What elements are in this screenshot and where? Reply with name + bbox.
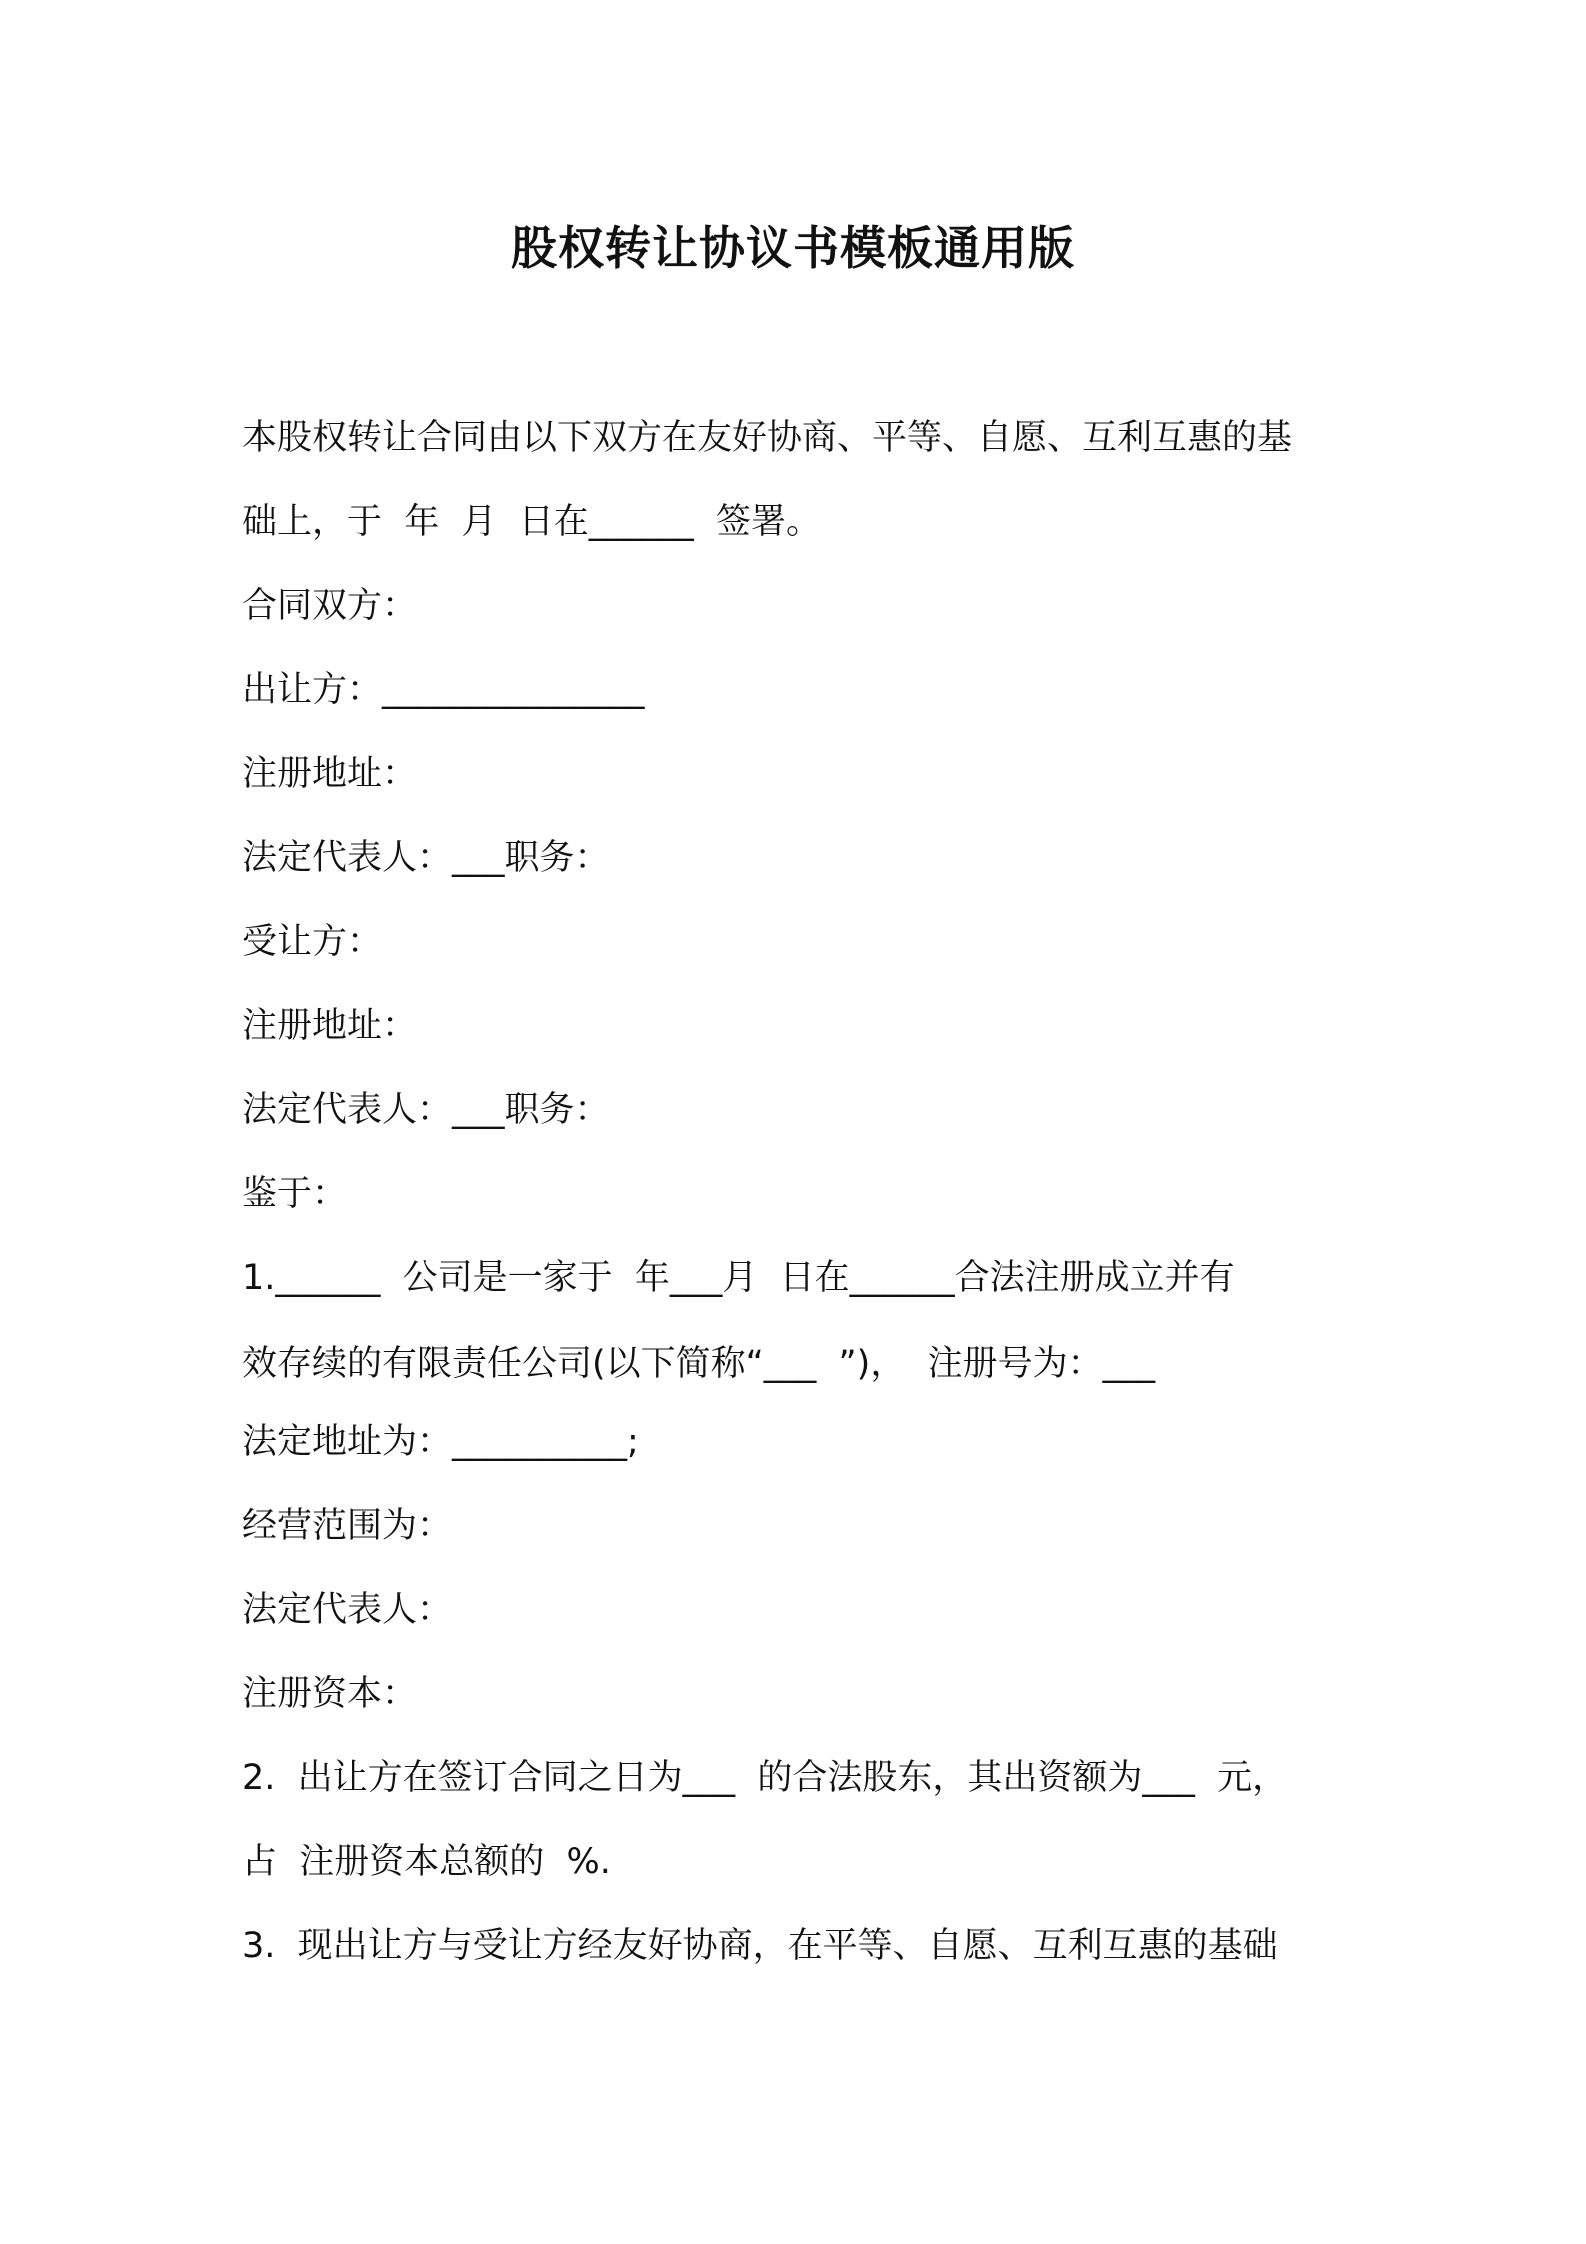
document-title: 股权转让协议书模板通用版 — [511, 221, 1075, 275]
registered-capital-field: 注册资本： — [242, 1674, 418, 1714]
parties-heading: 合同双方： — [242, 586, 418, 626]
preamble-line-2: 础上，于 年 月 日在______ 签署。 — [242, 502, 822, 542]
transferor-representative-field: 法定代表人：___职务： — [242, 838, 610, 878]
transferee-representative-field: 法定代表人：___职务： — [242, 1090, 610, 1130]
clause-1-line-1: 1.______ 公司是一家于 年___月 日在______合法注册成立并有 — [242, 1258, 1235, 1298]
legal-address-field: 法定地址为：__________; — [242, 1422, 639, 1462]
clause-1-line-2: 效存续的有限责任公司(以下简称“___ ”)， 注册号为：___ — [242, 1344, 1156, 1384]
transferor-address-field: 注册地址： — [242, 754, 418, 794]
transferee-field: 受让方： — [242, 922, 383, 962]
whereas-heading: 鉴于： — [242, 1174, 348, 1214]
transferor-field: 出让方：_______________ — [242, 670, 645, 710]
preamble-line-1: 本股权转让合同由以下双方在友好协商、平等、自愿、互利互惠的基 — [242, 418, 1293, 458]
business-scope-field: 经营范围为： — [242, 1506, 453, 1546]
legal-representative-field: 法定代表人： — [242, 1590, 453, 1630]
clause-3-line-1: 3. 现出让方与受让方经友好协商，在平等、自愿、互利互惠的基础 — [242, 1926, 1278, 1966]
clause-2-line-1: 2. 出让方在签订合同之日为___ 的合法股东，其出资额为___ 元， — [242, 1758, 1288, 1798]
clause-2-line-2: 占 注册资本总额的 %. — [242, 1842, 611, 1882]
transferee-address-field: 注册地址： — [242, 1006, 418, 1046]
